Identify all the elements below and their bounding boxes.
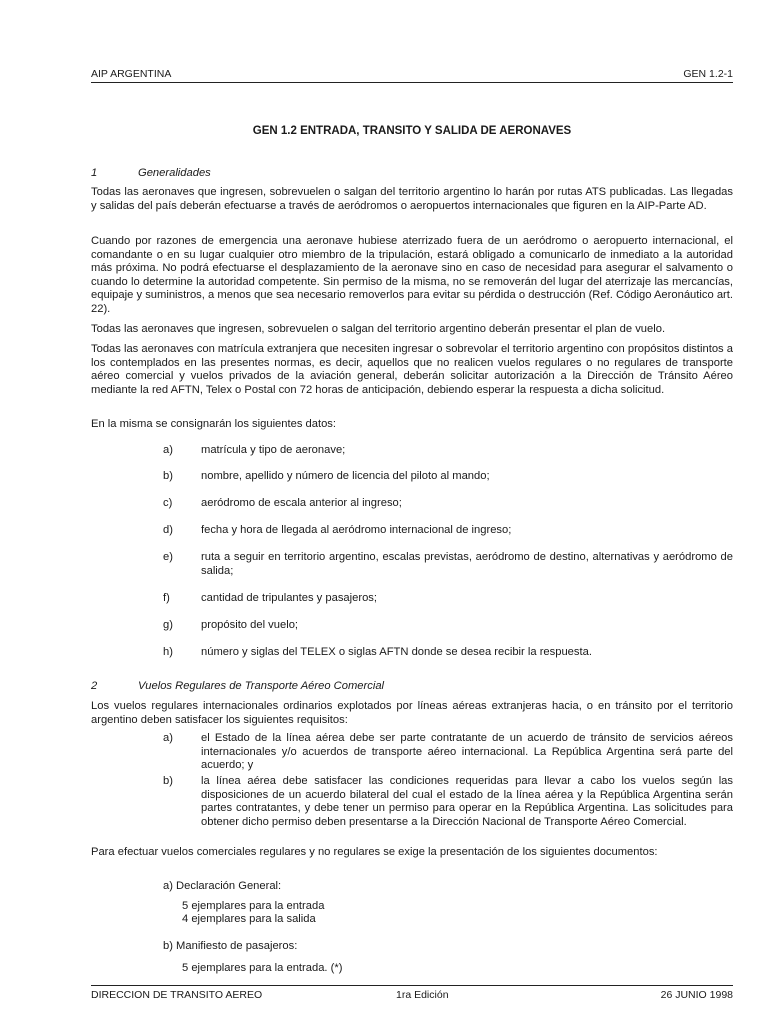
list-item-letter: d) <box>163 524 173 536</box>
paragraph: Todas las aeronaves que ingresen, sobrevuelen o salgan del territorio argentino lo harán por rutas ATS publicadas. Las llegadas y salidas del país deberán efectuarse a través de aeródromos o aeropuertos internacionales que figuren en la AIP-Parte AD. <box>91 186 733 212</box>
list-item-letter: g) <box>163 619 173 631</box>
page-header <box>91 66 733 83</box>
list-item-text: el Estado de la línea aérea debe ser parte contratante de un acuerdo de tránsito de servicios aéreos internacionales y/o acuerdos de transporte aéreo internacional. La República Argentina será parte del acuerdo; y <box>201 732 733 772</box>
list-item-letter: b) <box>163 470 173 482</box>
list-item-letter: f) <box>163 592 170 604</box>
section-2-title: Vuelos Regulares de Transporte Aéreo Comercial <box>138 680 385 692</box>
header-publication: AIP ARGENTINA <box>91 68 172 80</box>
paragraph: En la misma se consignarán los siguientes datos: <box>91 418 337 430</box>
paragraph: Los vuelos regulares internacionales ordinarios explotados por líneas aéreas extranjeras hacia, o en tránsito por el territorio argentino deben satisfacer los siguientes requisitos: <box>91 700 733 726</box>
list-item-text: propósito del vuelo; <box>201 619 299 631</box>
section-1-heading <box>91 167 211 179</box>
footer-authority: DIRECCION DE TRANSITO AEREO <box>91 989 263 1001</box>
list-item-letter: a) <box>163 732 173 744</box>
document-detail: 4 ejemplares para la salida <box>182 913 316 925</box>
footer-edition: 1ra Edición <box>396 989 449 1001</box>
footer-date: 26 JUNIO 1998 <box>660 989 733 1001</box>
section-2-heading <box>91 680 384 692</box>
document-detail: 5 ejemplares para la entrada. (*) <box>182 962 343 974</box>
list-item-text: nombre, apellido y número de licencia del piloto al mando; <box>201 470 490 482</box>
section-1-number: 1 <box>91 167 98 179</box>
list-item-text: número y siglas del TELEX o siglas AFTN donde se desea recibir la respuesta. <box>201 646 592 658</box>
document-label: b) Manifiesto de pasajeros: <box>163 940 298 952</box>
list-item-letter: e) <box>163 551 173 563</box>
list-item-letter: b) <box>163 775 173 787</box>
paragraph: Para efectuar vuelos comerciales regulares y no regulares se exige la presentación de los siguientes documentos: <box>91 846 658 858</box>
page-footer <box>91 985 733 1004</box>
list-item-text: ruta a seguir en territorio argentino, escalas previstas, aeródromo de destino, alternativas y aeródromo de salida; <box>201 551 733 577</box>
header-page-ref: GEN 1.2-1 <box>683 68 733 80</box>
list-item-letter: a) <box>163 444 173 456</box>
section-2-number: 2 <box>91 680 98 692</box>
list-item-text: la línea aérea debe satisfacer las condiciones requeridas para llevar a cabo los vuelos según las disposiciones de un acuerdo bilateral del cual el estado de la línea aérea y la República Argentina serán partes contratantes, y debe tener un permiso para operar en la República Argentina. Las solicitudes para obtener dicho permiso deben presentarse a la Dirección Nacional de Transporte Aéreo Comercial. <box>201 775 733 828</box>
page-title: GEN 1.2 ENTRADA, TRANSITO Y SALIDA DE AERONAVES <box>252 125 572 137</box>
list-item-text: fecha y hora de llegada al aeródromo internacional de ingreso; <box>201 524 512 536</box>
paragraph: Todas las aeronaves con matrícula extranjera que necesiten ingresar o sobrevolar el territorio argentino con propósitos distintos a los contemplados en las presentes normas, es decir, aquellos que no realicen vuelos regulares o no regulares de transporte aéreo comercial y vuelos privados de la aviación general, deberán solicitar autorización a la Dirección de Tránsito Aéreo mediante la red AFTN, Telex o Postal con 72 horas de anticipación, debiendo esperar la respuesta a dicha solicitud. <box>91 343 733 396</box>
list-item-text: matrícula y tipo de aeronave; <box>201 444 346 456</box>
list-item-letter: c) <box>163 497 173 509</box>
list-item-text: cantidad de tripulantes y pasajeros; <box>201 592 378 604</box>
document-detail: 5 ejemplares para la entrada <box>182 900 325 912</box>
list-item-text: aeródromo de escala anterior al ingreso; <box>201 497 402 509</box>
document-label: a) Declaración General: <box>163 880 282 892</box>
document-page <box>91 0 733 1024</box>
paragraph: Cuando por razones de emergencia una aeronave hubiese aterrizado fuera de un aeródromo o aeropuerto internacional, el comandante o en su lugar cualquier otro miembro de la tripulación, estará obligado a comunicarlo de inmediato a la autoridad más próxima. No podrá efectuarse el desplazamiento de la aeronave sino en caso de necesidad para asegurar el salvamento o cuando lo determine la autoridad competente. Sin permiso de la misma, no se removerán del lugar del aterrizaje las mercancías, equipaje y suministros, a menos que sea necesario removerlos para evitar su pérdida o destrucción (Ref. Código Aeronáutico art. 22). <box>91 235 733 315</box>
paragraph: Todas las aeronaves que ingresen, sobrevuelen o salgan del territorio argentino deberán presentar el plan de vuelo. <box>91 323 666 335</box>
section-1-title: Generalidades <box>138 167 211 179</box>
list-item-letter: h) <box>163 646 173 658</box>
